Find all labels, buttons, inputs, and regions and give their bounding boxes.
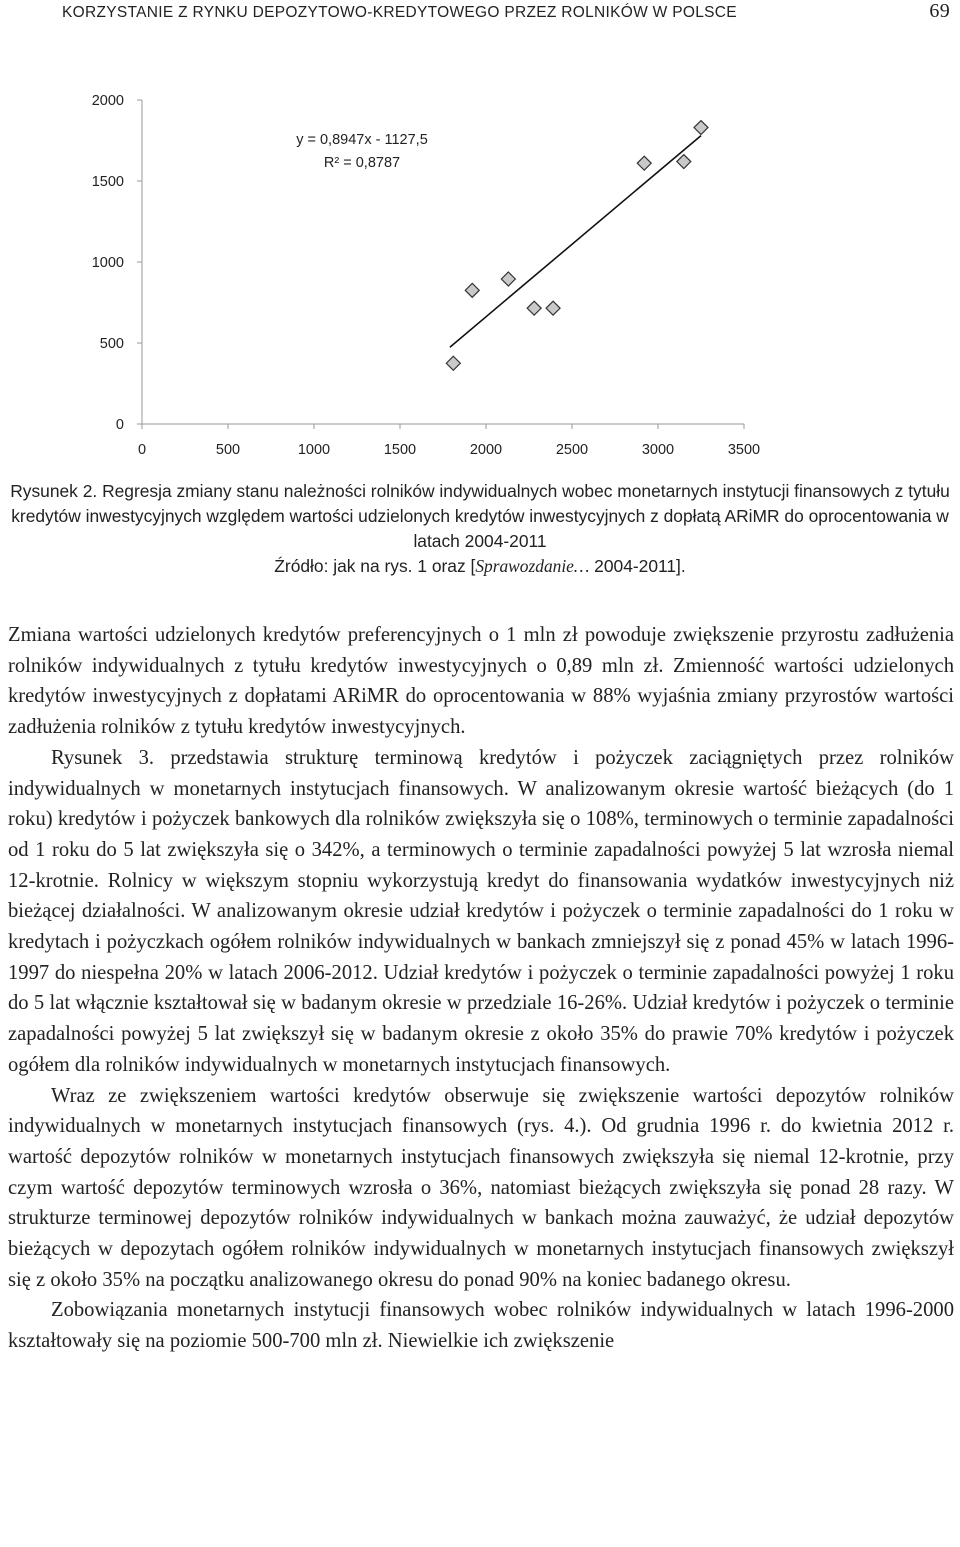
data-point xyxy=(694,121,708,135)
data-point xyxy=(546,301,560,315)
y-tick-label: 2000 xyxy=(91,93,124,109)
data-point xyxy=(677,155,691,169)
regression-scatter-chart xyxy=(0,80,960,470)
caption-label: Rysunek 2. xyxy=(10,481,98,501)
data-point xyxy=(637,156,651,170)
paragraph: Wraz ze zwiększeniem wartości kredytów obserwuje się zwiększenie wartości depozytów rolników indywidualnych w monetarnych instytucjach finansowych (rys. 4.). Od grudnia 1996 r. do kwietnia 2012 r. wartość depozytów rolników w monetarnych instytucjach finansowych zwiększyła się niemal 12-krotnie, przy czym wartość depozytów terminowych wzrosła o 36%, natomiast bieżących zwiększyła się ponad 28 razy. W strukturze terminowej depozytów rolników indywidualnych w bankach można zauważyć, że udział depozytów bieżących w depozytach ogółem rolników indywidualnych w monetarnych instytucjach finansowych zwiększył się z około 35% na początku analizowanego okresu do ponad 90% na koniec badanego okresu. xyxy=(8,1084,954,1291)
source-suffix: 2004-2011]. xyxy=(589,556,686,576)
figure-caption xyxy=(8,479,952,579)
y-tick-label: 1500 xyxy=(91,174,124,190)
paragraph: Rysunek 3. przedstawia strukturę terminową kredytów i pożyczek zaciągniętych przez rolników indywidualnych w monetarnych instytucjach finansowych. W analizowanym okresie wartość bieżących (do 1 roku) kredytów i pożyczek bankowych dla rolników zwiększyła się o 108%, terminowych o terminie zapadalności od 1 roku do 5 lat zwiększyła się o 342%, a terminowych o terminie zapadalności powyżej 5 lat wzrosła niemal 12-krotnie. Rolnicy w większym stopniu wykorzystują kredyt do finansowania wydatków inwestycyjnych niż bieżącej działalności. W analizowanym okresie udział kredytów i pożyczek o terminie zapadalności do 1 roku w kredytach i pożyczkach ogółem rolników indywidualnych w bankach zmniejszył się z ponad 45% w latach 1996-1997 do niespełna 20% w latach 2006-2012. Udział kredytów i pożyczek o terminie zapadalności powyżej 1 roku do 5 lat włącznie kształtował się w badanym okresie w przedziale 16-26%. Udział kredytów i pożyczek o terminie zapadalności powyżej 5 lat zwiększył się w badanym okresie z około 35% do prawie 70% kredytów i pożyczek ogółem dla rolników indywidualnych w monetarnych instytucjach finansowych. xyxy=(8,746,954,1076)
x-tick-label: 2500 xyxy=(555,442,589,458)
trendline xyxy=(450,136,701,348)
paragraph: Zmiana wartości udzielonych kredytów preferencyjnych o 1 mln zł powoduje zwiększenie przyrostu zadłużenia rolników indywidualnych z tytułu kredytów inwestycyjnych o 0,89 mln zł. Zmienność wartości udzielonych kredytów inwestycyjnych z dopłatami ARiMR do oprocentowania w 88% wyjaśnia zmiany przyrostów wartości zadłużenia rolników z tytułu kredytów inwestycyjnych. xyxy=(8,624,954,739)
regression-equation: y = 0,8947x - 1127,5 xyxy=(296,132,428,148)
x-axis xyxy=(138,424,760,458)
source-italic: Sprawozdanie… xyxy=(475,556,590,576)
data-points xyxy=(446,121,708,371)
trendline-group xyxy=(450,136,701,348)
data-point xyxy=(527,301,541,315)
page-number: 69 xyxy=(929,0,950,22)
figure-source xyxy=(8,554,952,579)
x-tick-label: 1500 xyxy=(383,442,417,458)
x-tick-label: 3000 xyxy=(641,442,675,458)
running-header xyxy=(62,0,950,30)
y-tick-label: 0 xyxy=(115,417,124,433)
running-title: KORZYSTANIE Z RYNKU DEPOZYTOWO-KREDYTOWEGO PRZEZ ROLNIKÓW W POLSCE xyxy=(62,4,737,21)
x-tick-label: 2000 xyxy=(469,442,503,458)
data-point xyxy=(446,356,460,370)
y-axis xyxy=(92,93,142,433)
r-squared-label: R² = 0,8787 xyxy=(323,155,401,171)
paragraph: Zobowiązania monetarnych instytucji finansowych wobec rolników indywidualnych w latach 1996-2000 kształtowały się na poziomie 500-700 mln zł. Niewielkie ich zwiększenie xyxy=(8,1299,954,1353)
body-text xyxy=(8,620,954,1357)
x-tick-label: 500 xyxy=(215,442,241,458)
y-tick-label: 500 xyxy=(99,336,124,352)
data-point xyxy=(501,272,515,286)
caption-text: Regresja zmiany stanu należności rolników indywidualnych wobec monetarnych instytucji finansowych z tytułu kredytów inwestycyjnych względem wartości udzielonych kredytów inwestycyjnych z dopłatą ARiMR do oprocentowania w latach 2004-2011 xyxy=(11,481,950,551)
x-tick-label: 1000 xyxy=(297,442,331,458)
x-tick-label: 3500 xyxy=(727,442,761,458)
source-prefix: Źródło: jak na rys. 1 oraz [ xyxy=(274,556,476,576)
x-tick-label: 0 xyxy=(137,442,147,458)
y-tick-label: 1000 xyxy=(91,255,124,271)
data-point xyxy=(465,283,479,297)
